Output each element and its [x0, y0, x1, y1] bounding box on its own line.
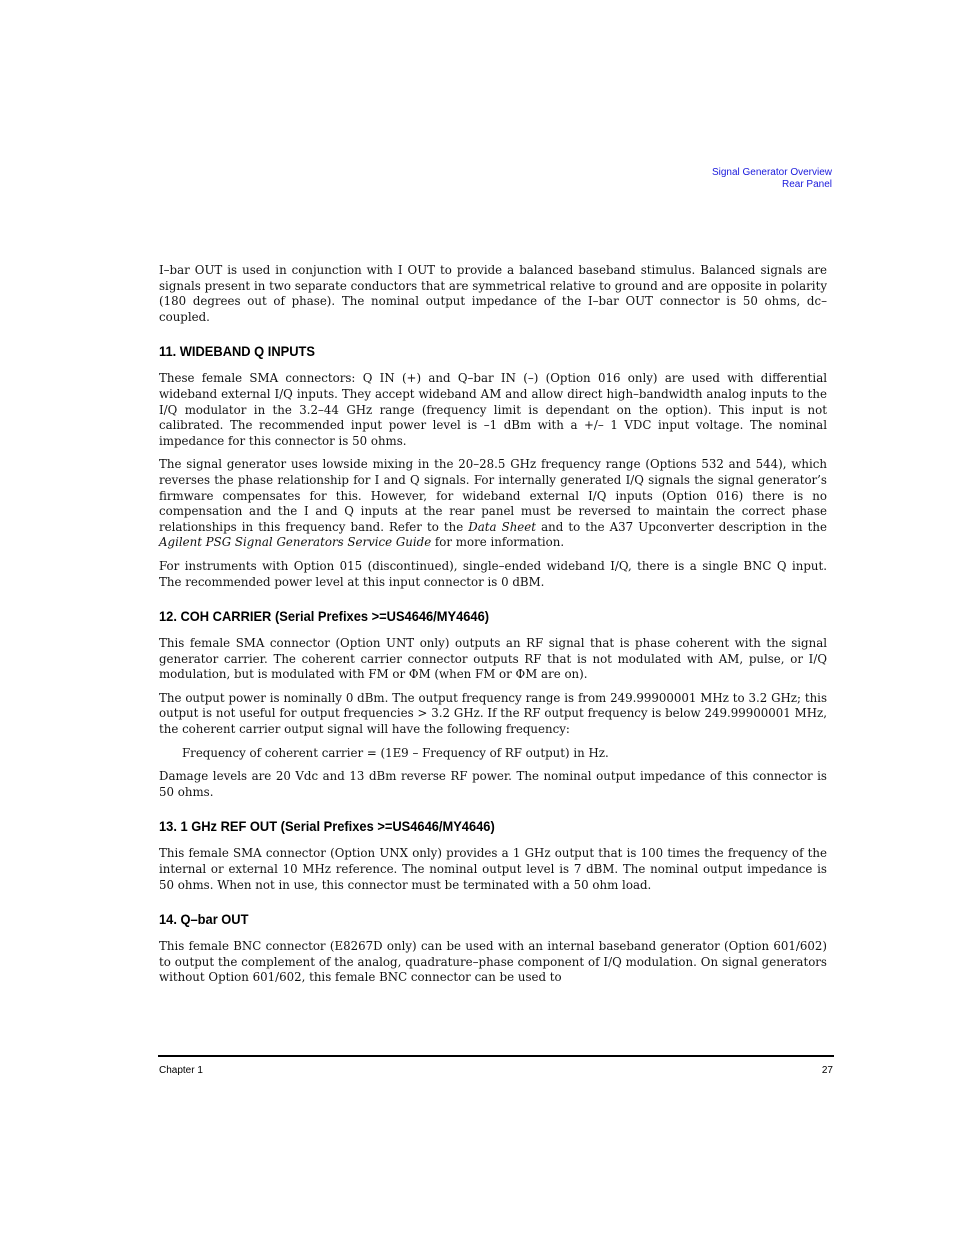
section-13-heading: 13. 1 GHz REF OUT (Serial Prefixes >=US4646/MY4646)	[159, 818, 495, 835]
section-12-paragraph-3: Damage levels are 20 Vdc and 13 dBm reverse RF power. The nominal output impedance of this connector is 50 ohms.	[159, 769, 827, 799]
running-header	[712, 167, 832, 191]
text-run: and to the A37 Upconverter description in the	[536, 519, 827, 534]
section-11-paragraph-1: These female SMA connectors: Q IN (+) and Q–bar IN (–) (Option 016 only) are used with differential wideband external I/Q inputs. They accept wideband AM and allow direct high–bandwidth analog inputs to the I/Q modulator in the 3.2–44 GHz range (frequency limit is dependant on the option). This input is not calibrated. The recommended input power level is –1 dBm with a +/– 1 VDC input voltage. The nominal impedance for this connector is 50 ohms.	[159, 371, 827, 448]
text-run: for more information.	[431, 535, 565, 550]
coherent-carrier-formula: Frequency of coherent carrier = (1E9 – Frequency of RF output) in Hz.	[182, 745, 609, 760]
section-11-paragraph-2	[159, 457, 827, 551]
footer-divider	[158, 1055, 834, 1057]
section-11-heading: 11. WIDEBAND Q INPUTS	[159, 343, 316, 360]
section-12-paragraph-1: This female SMA connector (Option UNT only) outputs an RF signal that is phase coherent with the signal generator carrier. The coherent carrier connector outputs RF that is not modulated with AM, pulse, or I/Q modulation, but is modulated with FM or ΦM (when FM or ΦM are on).	[159, 636, 827, 682]
section-12-heading: 12. COH CARRIER (Serial Prefixes >=US4646/MY4646)	[159, 608, 490, 625]
section-14-paragraph-1: This female BNC connector (E8267D only) can be used with an internal baseband generator (Option 601/602) to output the complement of the analog, quadrature–phase component of I/Q modulation. On signal generators without Option 601/602, this female BNC connector can be used to	[159, 939, 827, 985]
page-number: 27	[821, 1065, 833, 1076]
section-11-paragraph-3: For instruments with Option 015 (discontinued), single–ended wideband I/Q, there is a single BNC Q input. The recommended power level at this input connector is 0 dBM.	[159, 558, 827, 589]
header-chapter-title: Signal Generator Overview	[711, 167, 832, 178]
section-12-paragraph-2: The output power is nominally 0 dBm. The output frequency range is from 249.99900001 MHz to 3.2 GHz; this output is not useful for output frequencies > 3.2 GHz. If the RF output frequency is below 249.99900001 MHz, the coherent carrier output signal will have the following frequency:	[159, 690, 827, 737]
body-text	[159, 263, 827, 994]
section-14-heading: 14. Q–bar OUT	[159, 911, 249, 928]
header-section-title: Rear Panel	[781, 179, 832, 190]
section-13-paragraph-1: This female SMA connector (Option UNX only) provides a 1 GHz output that is 100 times the frequency of the internal or external 10 MHz reference. The nominal output level is 7 dBM. The nominal output impedance is 50 ohms. When not in use, this connector must be terminated with a 50 ohm load.	[159, 846, 827, 892]
footer-chapter: Chapter 1	[159, 1065, 203, 1076]
service-guide-reference: Agilent PSG Signal Generators Service Guide	[159, 535, 432, 550]
intro-paragraph: I–bar OUT is used in conjunction with I OUT to provide a balanced baseband stimulus. Balanced signals are signals present in two separate conductors that are symmetrical relative to ground and are opposite in polarity (180 degrees out of phase). The nominal output impedance of the I–bar OUT connector is 50 ohms, dc–coupled.	[159, 263, 827, 324]
text-run: The signal generator uses lowside mixing in the 20–28.5 GHz frequency range (Options 532 and 544), which reverses the phase relationship for I and Q signals. For internally generated I/Q signals the signal generator’s firmware compensates for this. However, for wideband external I/Q inputs (Option 016) there is no compensation and the I and Q inputs at the rear panel must be reversed to maintain the correct phase relationships in this frequency band. Refer to the	[159, 457, 827, 534]
data-sheet-reference: Data Sheet	[468, 519, 537, 534]
